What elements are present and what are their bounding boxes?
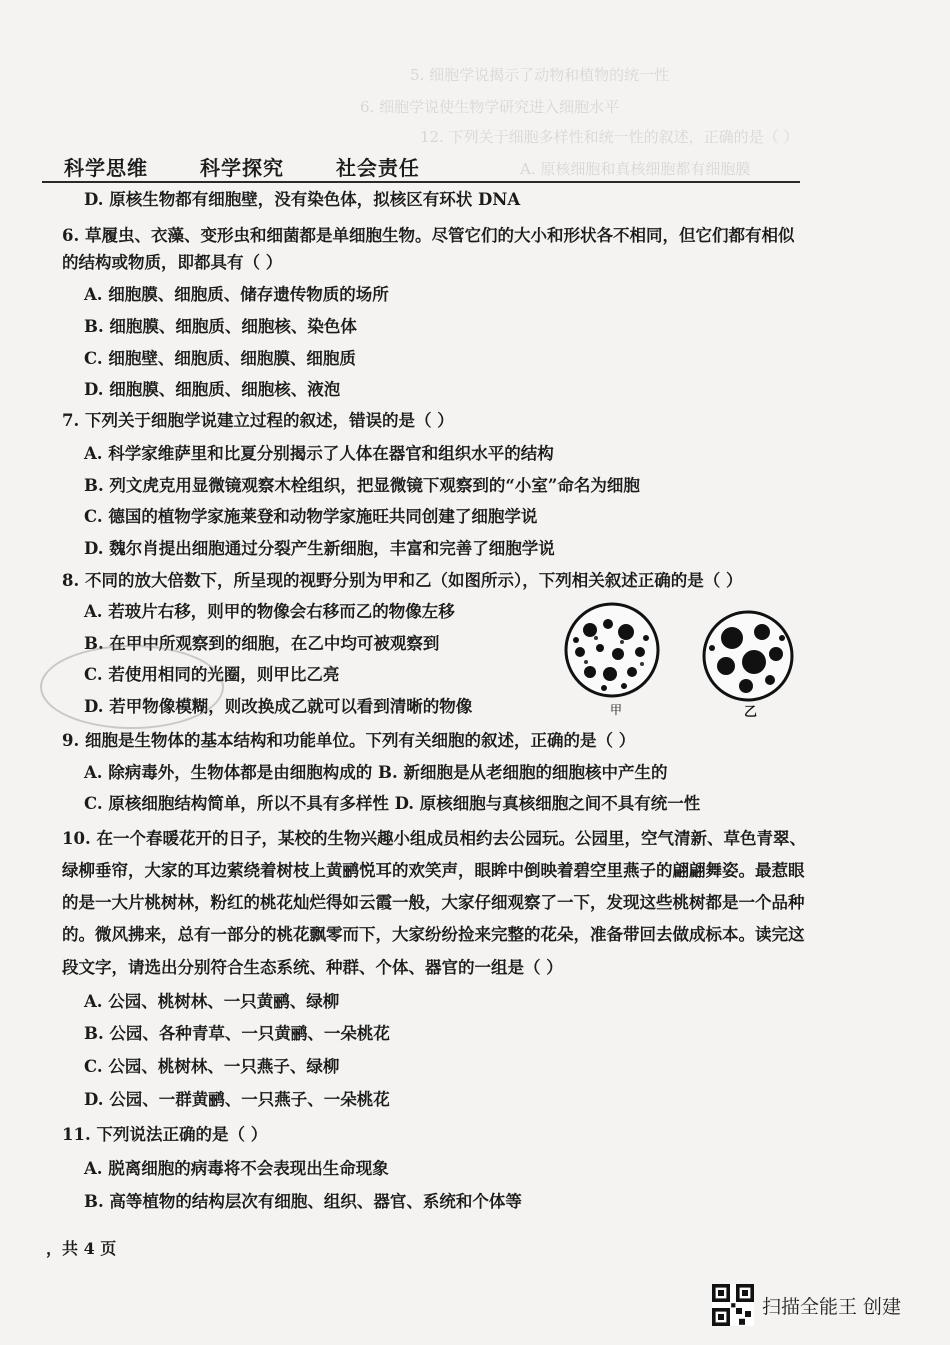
header-tag: 科学思维 xyxy=(64,156,148,180)
field-jia xyxy=(566,604,658,696)
bleed-line: 12. 下列关于细胞多样性和统一性的叙述，正确的是（ ） xyxy=(420,128,799,146)
option-line: C. 德国的植物学家施莱登和动物学家施旺共同创建了细胞学说 xyxy=(84,507,538,526)
bleed-line: 5. 细胞学说揭示了动物和植物的统一性 xyxy=(410,66,670,84)
question-line: 绿柳垂帘，大家的耳边萦绕着树枝上黄鹂悦耳的欢笑声，眼眸中倒映着碧空里燕子的翩翩舞姿。最惹眼 xyxy=(62,861,805,880)
scanner-watermark xyxy=(712,1284,901,1326)
question-line: 的结构或物质，即都具有（ ） xyxy=(62,253,283,272)
field-yi xyxy=(704,612,792,700)
option-line: D. 公园、一群黄鹂、一只燕子、一朵桃花 xyxy=(84,1090,390,1109)
question-line: 的是一大片桃树林，粉红的桃花灿烂得如云霞一般，大家仔细观察了一下，发现这些桃树都是一个品种 xyxy=(62,893,805,912)
option-line: B. 列文虎克用显微镜观察木栓组织，把显微镜下观察到的“小室”命名为细胞 xyxy=(84,476,640,495)
option-line: C. 若使用相同的光圈，则甲比乙亮 xyxy=(84,665,340,684)
scanner-label: 扫描全能王 创建 xyxy=(762,1295,902,1318)
option-line: B. 细胞膜、细胞质、细胞核、染色体 xyxy=(84,317,357,336)
figure-label-jia: 甲 xyxy=(610,703,623,717)
question-line: 6. 草履虫、衣藻、变形虫和细菌都是单细胞生物。尽管它们的大小和形状各不相同，但它们都有相似 xyxy=(62,226,795,245)
option-line: A. 科学家维萨里和比夏分别揭示了人体在器官和组织水平的结构 xyxy=(84,444,554,463)
question-line: 7. 下列关于细胞学说建立过程的叙述，错误的是（ ） xyxy=(62,411,454,430)
microscope-figure xyxy=(560,602,810,722)
figure-label-yi: 乙 xyxy=(744,705,758,720)
option-line: A. 公园、桃树林、一只黄鹂、绿柳 xyxy=(84,992,340,1011)
bleed-line: 6. 细胞学说使生物学研究进入细胞水平 xyxy=(360,98,620,116)
option-line: C. 公园、桃树林、一只燕子、绿柳 xyxy=(84,1057,340,1076)
option-line: D. 若甲物像模糊，则改换成乙就可以看到清晰的物像 xyxy=(84,697,473,716)
option-line: D. 细胞膜、细胞质、细胞核、液泡 xyxy=(84,380,341,399)
page-footer: ，共 4 页 xyxy=(46,1239,117,1258)
question-line: 的。微风拂来，总有一部分的桃花飘零而下，大家纷纷捡来完整的花朵，准备带回去做成标本。读完这 xyxy=(62,925,805,944)
qr-code-icon xyxy=(712,1284,754,1326)
question-line: 10. 在一个春暖花开的日子，某校的生物兴趣小组成员相约去公园玩。公园里，空气清新、草色青翠、 xyxy=(62,829,806,848)
header-tag: 社会责任 xyxy=(335,156,420,180)
question-line: 段文字，请选出分别符合生态系统、种群、个体、器官的一组是（ ） xyxy=(62,958,563,977)
question-line: 8. 不同的放大倍数下，所呈现的视野分别为甲和乙（如图所示），下列相关叙述正确的是（ ） xyxy=(62,571,743,590)
option-line: B. 在甲中所观察到的细胞，在乙中均可被观察到 xyxy=(84,634,440,653)
option-line: D. 原核生物都有细胞壁，没有染色体，拟核区有环状 DNA xyxy=(84,190,521,209)
section-header xyxy=(64,152,464,181)
header-tag: 科学探究 xyxy=(199,156,284,180)
option-line: D. 魏尔肖提出细胞通过分裂产生新细胞，丰富和完善了细胞学说 xyxy=(84,539,555,558)
question-line: 11. 下列说法正确的是（ ） xyxy=(62,1125,268,1144)
option-line: A. 脱离细胞的病毒将不会表现出生命现象 xyxy=(84,1159,389,1178)
option-line: B. 公园、各种青草、一只黄鹂、一朵桃花 xyxy=(84,1024,390,1043)
bleed-line: A. 原核细胞和真核细胞都有细胞膜 xyxy=(520,160,751,178)
option-line: A. 若玻片右移，则甲的物像会右移而乙的物像左移 xyxy=(84,602,455,621)
option-line: B. 高等植物的结构层次有细胞、组织、器官、系统和个体等 xyxy=(84,1192,522,1211)
header-divider xyxy=(42,181,800,183)
option-line: C. 细胞壁、细胞质、细胞膜、细胞质 xyxy=(84,349,356,368)
option-line: C. 原核细胞结构简单，所以不具有多样性 D. 原核细胞与真核细胞之间不具有统一性 xyxy=(84,794,701,813)
stamp-mark xyxy=(40,645,224,729)
question-line: 9. 细胞是生物体的基本结构和功能单位。下列有关细胞的叙述，正确的是（ ） xyxy=(62,731,636,750)
option-line: A. 细胞膜、细胞质、储存遗传物质的场所 xyxy=(84,285,389,304)
option-line: A. 除病毒外，生物体都是由细胞构成的 B. 新细胞是从老细胞的细胞核中产生的 xyxy=(84,763,668,782)
